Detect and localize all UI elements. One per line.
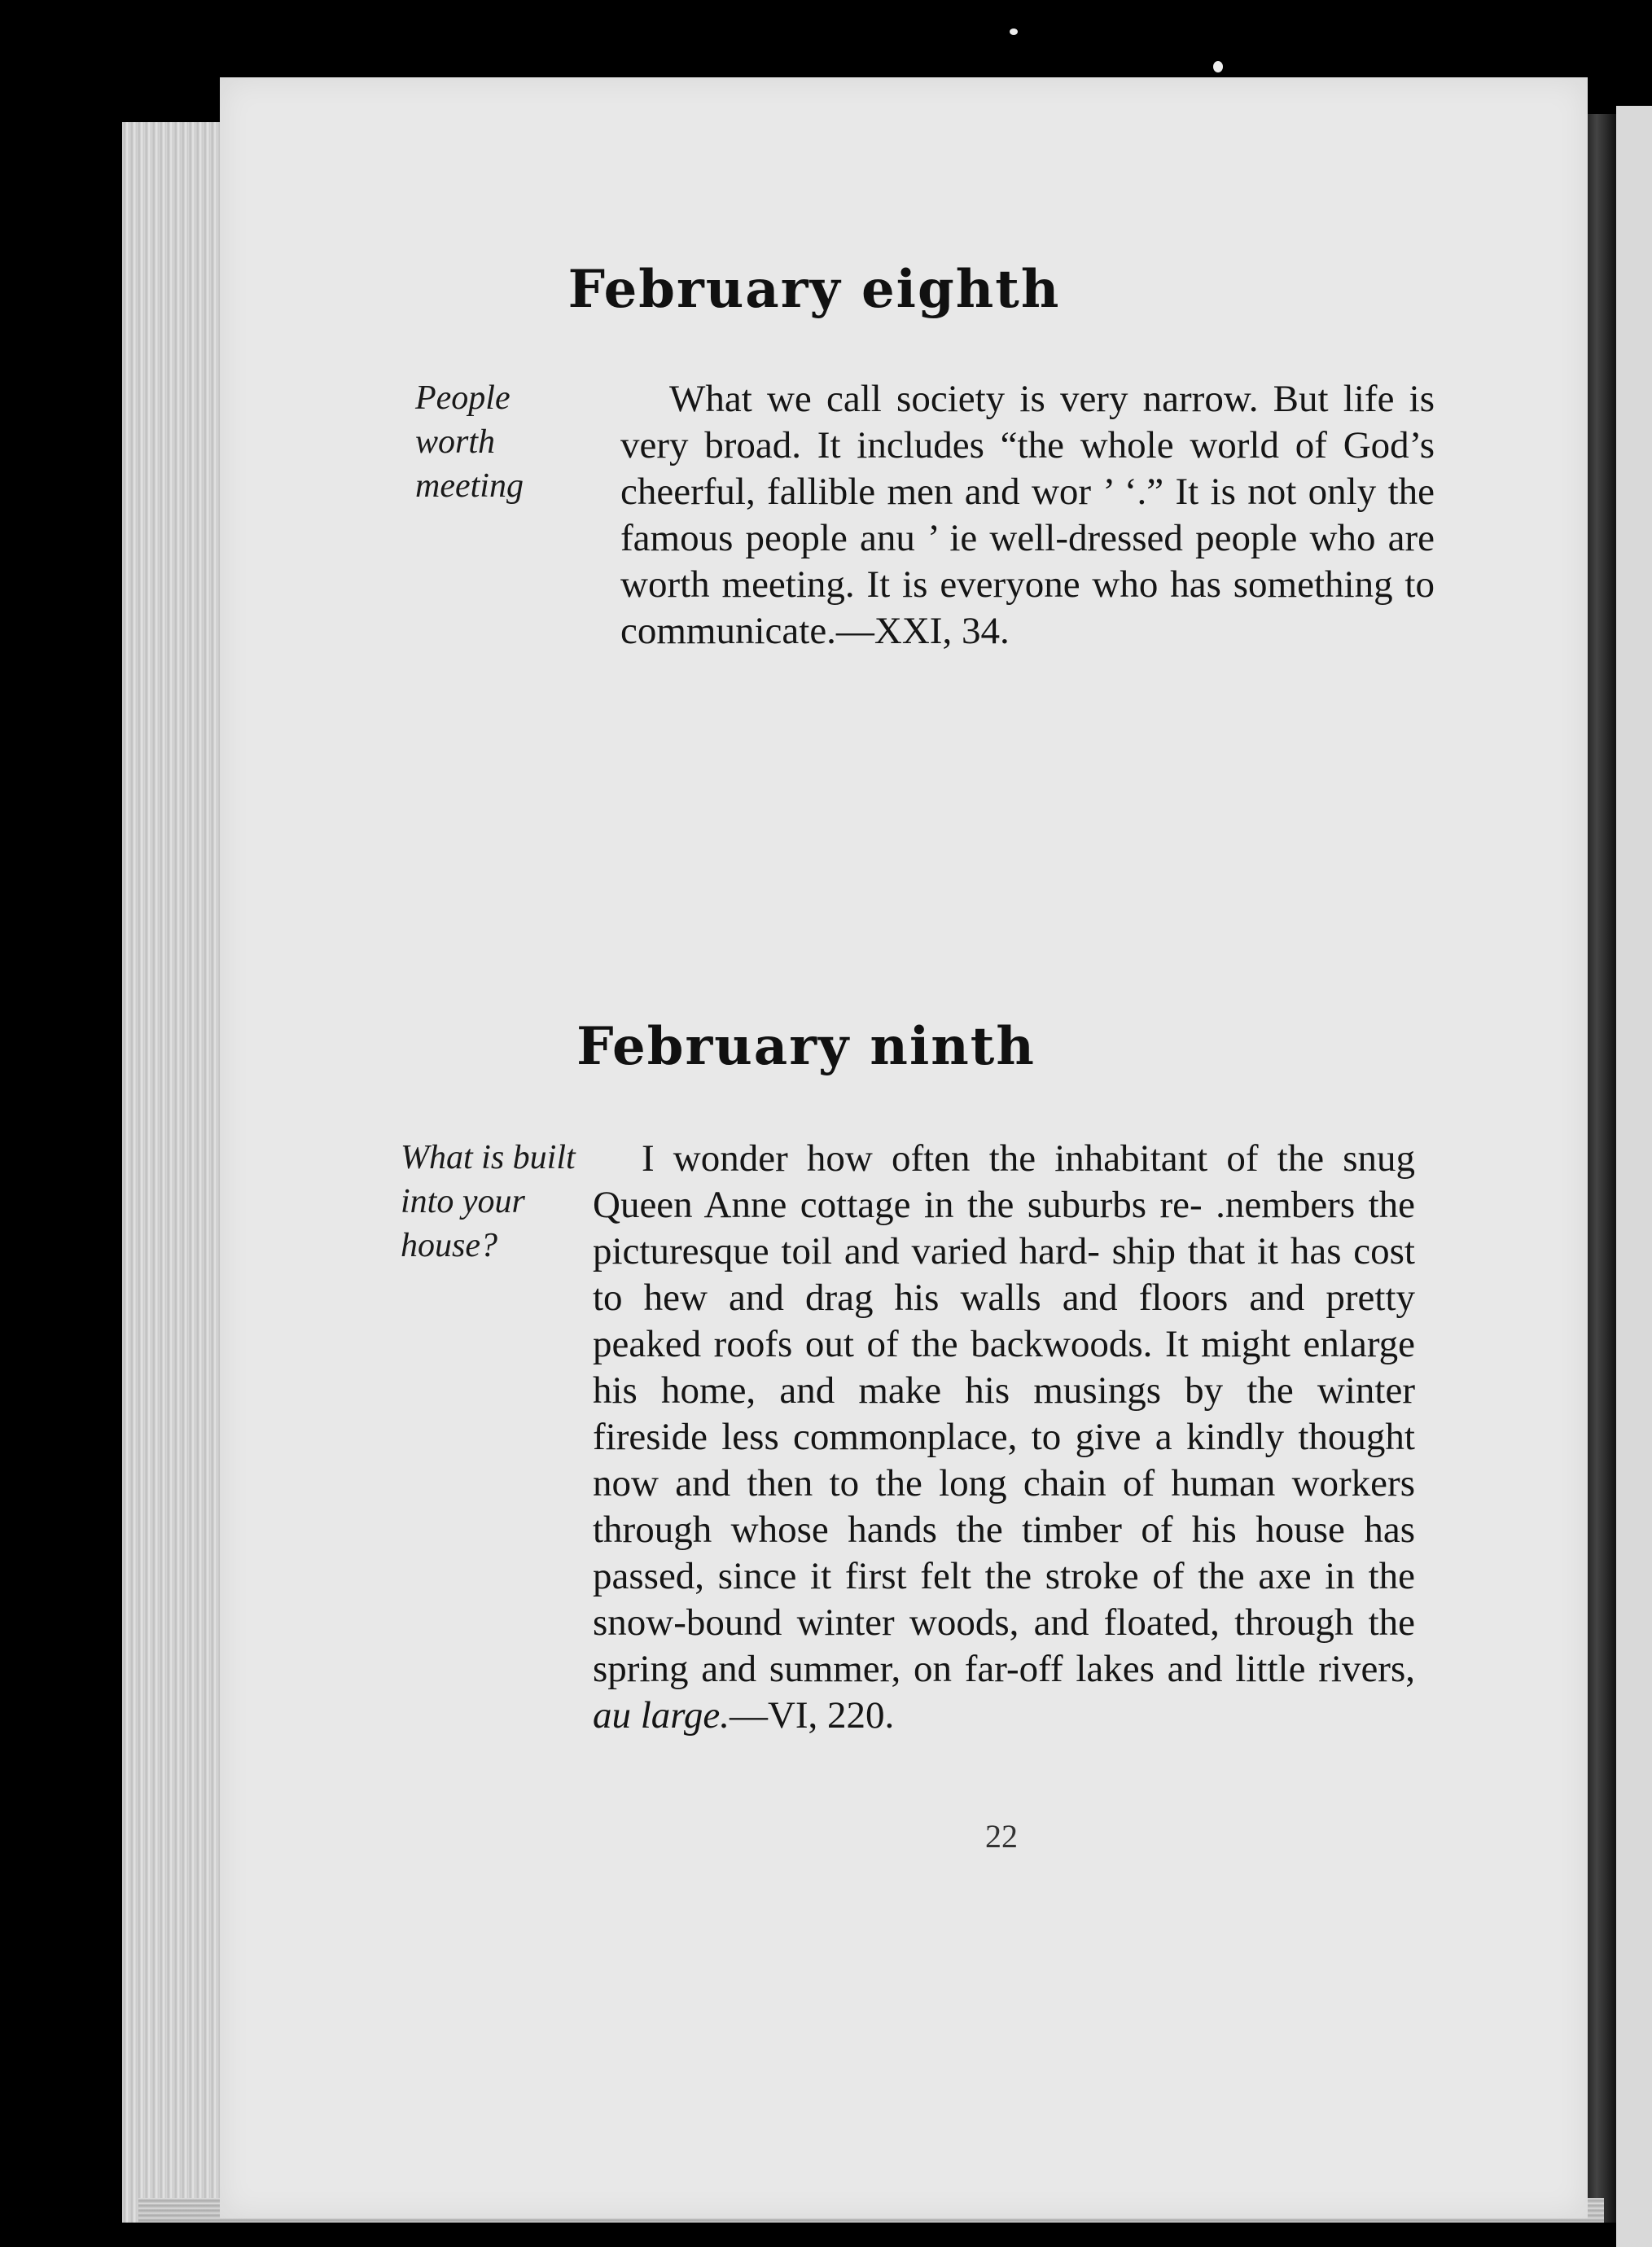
book-gutter — [1584, 114, 1616, 2223]
margin-note-what-is-built-into-your-house: What is built into your house? — [401, 1139, 576, 1264]
book-edge-left — [122, 122, 236, 2223]
entry-heading-february-eighth: February eighth — [567, 259, 1061, 321]
scan-speck — [1213, 61, 1223, 72]
entry-text-february-ninth — [593, 1136, 1415, 1739]
entry-paragraph — [593, 1136, 1415, 1739]
entry-text-february-eighth — [620, 376, 1435, 655]
entry-heading-february-ninth: February ninth — [576, 1016, 1036, 1078]
facing-page-edge — [1616, 106, 1652, 2247]
margin-note-people-worth-meeting: People worth meeting — [415, 379, 524, 505]
scan-speck — [1010, 28, 1018, 35]
page-number: 22 — [985, 1818, 1018, 1855]
entry-paragraph: What we call society is very narrow. But life is very broad. It includes “the whole world of God’s cheerful, fallible men and wor ’ ‘.” It is not only the famous people anu ’ ie well-dressed people who are worth meeting. It is everyone who has something to communicate.—XXI, 34. — [620, 378, 1435, 652]
entry-body: I wonder how often the inhabitant of the snug Queen Anne cottage in the suburbs re- .nembers the picturesque toil and varied hard- ship that it has cost to hew and drag his walls and floors and pretty peaked roofs out of the backwoods. It might enlarge his home, and make his musings by the winter fireside less commonplace, to give a kindly thought now and then to the long chain of human workers through whose hands the timber of his house has passed, since it first felt the stroke of the axe in the snow-bound winter woods, and floated, through the spring and summer, on far-off lakes and little rivers, — [593, 1137, 1415, 1690]
citation: —VI, 220. — [729, 1694, 895, 1737]
italic-phrase: au large. — [593, 1694, 730, 1737]
